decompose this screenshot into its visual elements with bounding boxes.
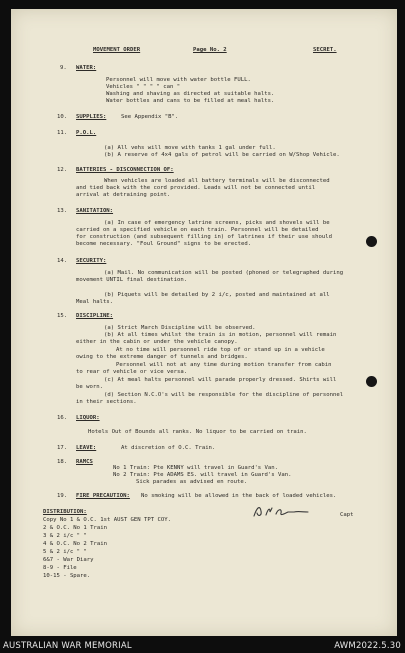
text-line: Sick parades as advised en route. — [136, 479, 248, 485]
section-number: 9. — [60, 65, 67, 71]
text-line: (b) At all times whilst the train is in motion, personnel will remain — [104, 332, 337, 338]
text-line: arrival at detraining point. — [76, 192, 171, 198]
section-title-water: WATER: — [76, 65, 97, 71]
header-title: MOVEMENT ORDER — [93, 47, 141, 53]
distribution-line: 3 & 2 i/c " " — [43, 533, 87, 539]
text-line: Meal halts. — [76, 299, 114, 305]
text-line: Washing and shaving as directed at suitable halts. — [106, 91, 275, 97]
text-line: owing to the extreme danger of tunnels and bridges. — [76, 354, 248, 360]
text-line: carried on a specified vehicle on each train. Personnel will be detailed — [76, 227, 319, 233]
distribution-line: 2 & O.C. No 1 Train — [43, 525, 107, 531]
section-number: 19. — [57, 493, 68, 499]
section-title-fire-precaution: FIRE PRECAUTION: — [76, 493, 130, 499]
text-line: (a) Strict March Discipline will be observed. — [104, 325, 256, 331]
section-title-pol: P.O.L. — [76, 130, 97, 136]
distribution-title: DISTRIBUTION: — [43, 509, 87, 515]
text-line: and tied back with the cord provided. Leads will not be connected until — [76, 185, 316, 191]
text-line: either in the cabin or under the vehicle canopy. — [76, 339, 238, 345]
text-line: (c) At meal halts personnel will parade properly dressed. Shirts will — [104, 377, 337, 383]
section-number: 13. — [57, 208, 68, 214]
text-line: (b) A reserve of 4x4 gals of petrol will be carried on W/Shop Vehicle. — [104, 152, 340, 158]
header-page: Page No. 2 — [193, 47, 227, 53]
text-line: (d) Section N.C.O's will be responsible for the discipline of personnel — [104, 392, 344, 398]
section-title-liquor: LIQUOR: — [76, 415, 100, 421]
punch-hole — [366, 236, 377, 247]
section-number: 11. — [57, 130, 68, 136]
section-number: 16. — [57, 415, 68, 421]
text-line: become necessary. "Foul Ground" signs to be erected. — [76, 241, 252, 247]
section-title-discipline: DISCIPLINE: — [76, 313, 114, 319]
section-number: 14. — [57, 258, 68, 264]
section-number: 18. — [57, 459, 68, 465]
distribution-line: 10-15 - Spare. — [43, 573, 91, 579]
section-number: 10. — [57, 114, 68, 120]
section-title-batteries: BATTERIES - DISCONNECTION OF: — [76, 167, 174, 173]
section-title-security: SECURITY: — [76, 258, 107, 264]
text-line: (a) In case of emergency latrine screens, picks and shovels will be — [104, 220, 330, 226]
text-line: Personnel will not at any time during motion transfer from cabin — [116, 362, 332, 368]
section-title-supplies: SUPPLIES: — [76, 114, 107, 120]
text-line: Personnel will move with water bottle FULL. — [106, 77, 251, 83]
distribution-line: 5 & 2 i/c " " — [43, 549, 87, 555]
text-line: for construction (and subsequent filling in) of latrines if their use should — [76, 234, 332, 240]
punch-hole — [366, 376, 377, 387]
distribution-line: 4 & O.C. No 2 Train — [43, 541, 107, 547]
text-line: No 1 Train: Pte KENNY will travel in Guard's Van. — [113, 465, 279, 471]
text-line: (a) All vehs will move with tanks 1 gal under full. — [104, 145, 276, 151]
text-line: At no time will personnel ride top of or stand up in a vehicle — [116, 347, 325, 353]
header-classification: SECRET. — [313, 47, 337, 53]
text-line: Vehicles " " " " can " — [106, 84, 181, 90]
footer-source: AUSTRALIAN WAR MEMORIAL — [3, 641, 132, 651]
section-number: 12. — [57, 167, 68, 173]
handwritten-signature — [248, 503, 318, 519]
text-line: movement UNTIL final destination. — [76, 277, 188, 283]
distribution-line: 8-9 - File — [43, 565, 77, 571]
text-line: When vehicles are loaded all battery terminals will be disconnected — [104, 178, 330, 184]
section-title-ramcs: RAMCS — [76, 459, 93, 465]
text-line: See Appendix "B". — [121, 114, 179, 120]
text-line: (b) Piquets will be detailed by 2 i/c, posted and maintained at all — [104, 292, 330, 298]
distribution-line: Copy No 1 & O.C. 1st AUST GEN TPT COY. — [43, 517, 171, 523]
text-line: At discretion of O.C. Train. — [121, 445, 216, 451]
text-line: No 2 Train: Pte ADAMS ES. will travel in Guard's Van. — [113, 472, 292, 478]
text-line: No smoking will be allowed in the back of loaded vehicles. — [141, 493, 337, 499]
section-number: 17. — [57, 445, 68, 451]
section-title-sanitation: SANITATION: — [76, 208, 114, 214]
text-line: to rear of vehicle or vice versa. — [76, 369, 188, 375]
text-line: in their sections. — [76, 399, 137, 405]
footer-accession: AWM2022.5.30 — [334, 641, 401, 651]
text-line: be worn. — [76, 384, 103, 390]
distribution-line: 6&7 - War Diary — [43, 557, 94, 563]
text-line: (a) Mail. No communication will be posted (phoned or telegraphed during — [104, 270, 344, 276]
text-line: Hotels Out of Bounds all ranks. No liquor to be carried on train. — [88, 429, 307, 435]
section-title-leave: LEAVE: — [76, 445, 97, 451]
section-number: 15. — [57, 313, 68, 319]
signature-rank: Capt — [340, 512, 354, 518]
text-line: Water bottles and cans to be filled at meal halts. — [106, 98, 275, 104]
